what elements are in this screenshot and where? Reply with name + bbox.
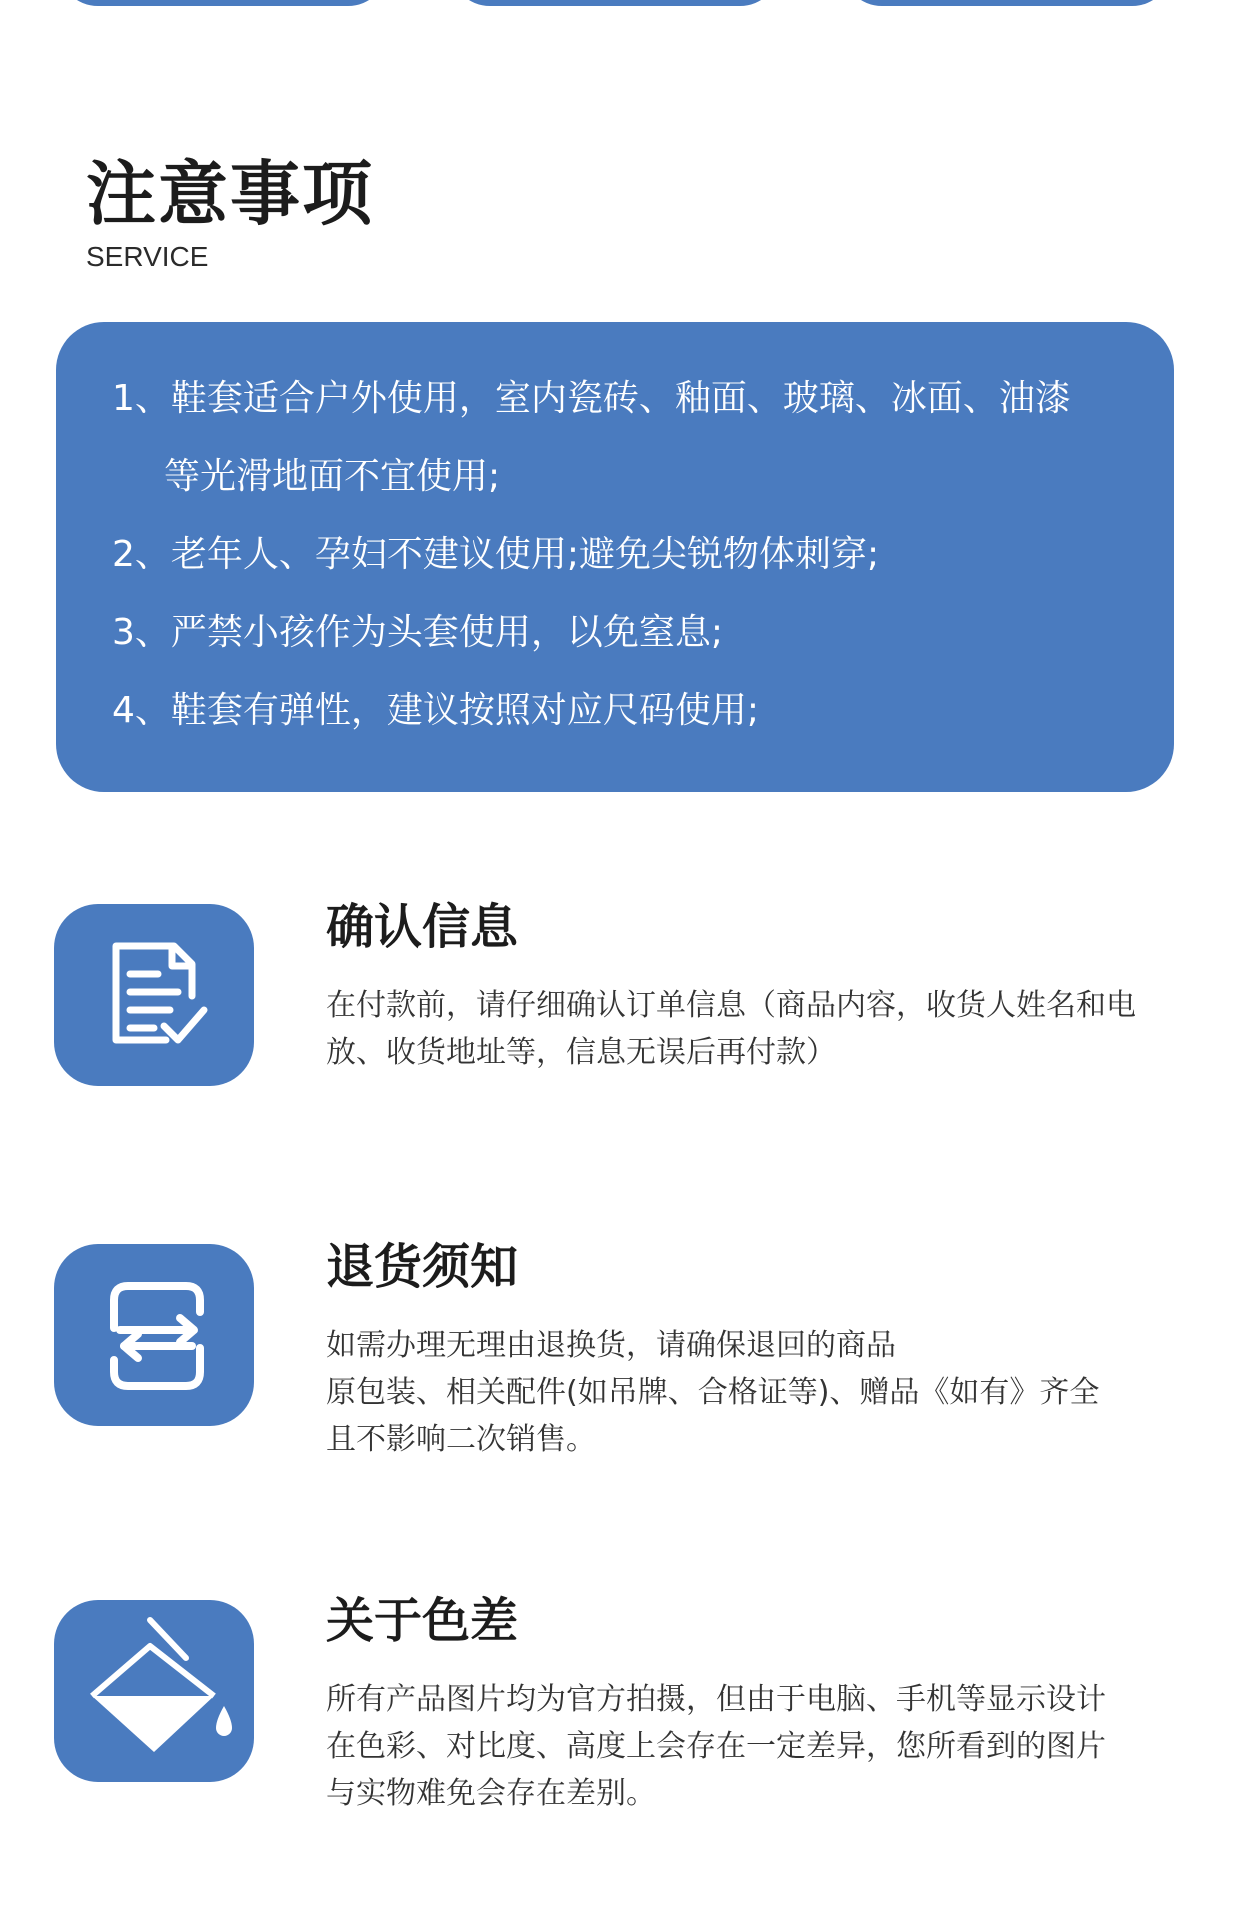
exchange-arrows-icon xyxy=(54,1244,254,1426)
notice-line-2: 2、老年人、孕妇不建议使用;避免尖锐物体刺穿; xyxy=(112,534,880,575)
notice-line-1-continued: 等光滑地面不宜使用; xyxy=(164,456,501,497)
return-policy-line-3: 且不影响二次销售。 xyxy=(326,1422,596,1457)
top-tab-middle xyxy=(450,0,780,6)
confirm-info-title: 确认信息 xyxy=(326,899,519,955)
notice-subtitle: SERVICE xyxy=(86,241,209,272)
confirm-info-line-1: 在付款前，请仔细确认订单信息（商品内容，收货人姓名和电 xyxy=(326,988,1136,1023)
notice-title: 注意事项 xyxy=(86,153,374,235)
color-difference-line-1: 所有产品图片均为官方拍摄，但由于电脑、手机等显示设计 xyxy=(326,1682,1106,1717)
notice-line-1: 1、鞋套适合户外使用，室内瓷砖、釉面、玻璃、冰面、油漆 xyxy=(112,378,1071,419)
return-policy-text xyxy=(326,1322,1206,1463)
top-tab-right xyxy=(842,0,1172,6)
return-policy-title: 退货须知 xyxy=(326,1239,519,1295)
document-check-icon xyxy=(54,904,254,1086)
confirm-info-text xyxy=(326,982,1206,1076)
paint-bucket-drop-icon xyxy=(54,1600,254,1782)
color-difference-text xyxy=(326,1676,1206,1817)
notice-box xyxy=(56,322,1174,792)
color-difference-line-2: 在色彩、对比度、高度上会存在一定差异，您所看到的图片 xyxy=(326,1729,1106,1764)
top-tab-left xyxy=(58,0,388,6)
return-policy-line-1: 如需办理无理由退换货，请确保退回的商品 xyxy=(326,1328,896,1363)
return-policy-line-2: 原包装、相关配件(如吊牌、合格证等)、赠品《如有》齐全 xyxy=(326,1375,1100,1410)
confirm-info-line-2: 放、收货地址等，信息无误后再付款） xyxy=(326,1035,836,1070)
notice-line-3: 3、严禁小孩作为头套使用，以免窒息; xyxy=(112,612,724,653)
color-difference-line-3: 与实物难免会存在差别。 xyxy=(326,1776,656,1811)
color-difference-title: 关于色差 xyxy=(326,1593,519,1649)
notice-line-4: 4、鞋套有弹性，建议按照对应尺码使用; xyxy=(112,690,760,731)
